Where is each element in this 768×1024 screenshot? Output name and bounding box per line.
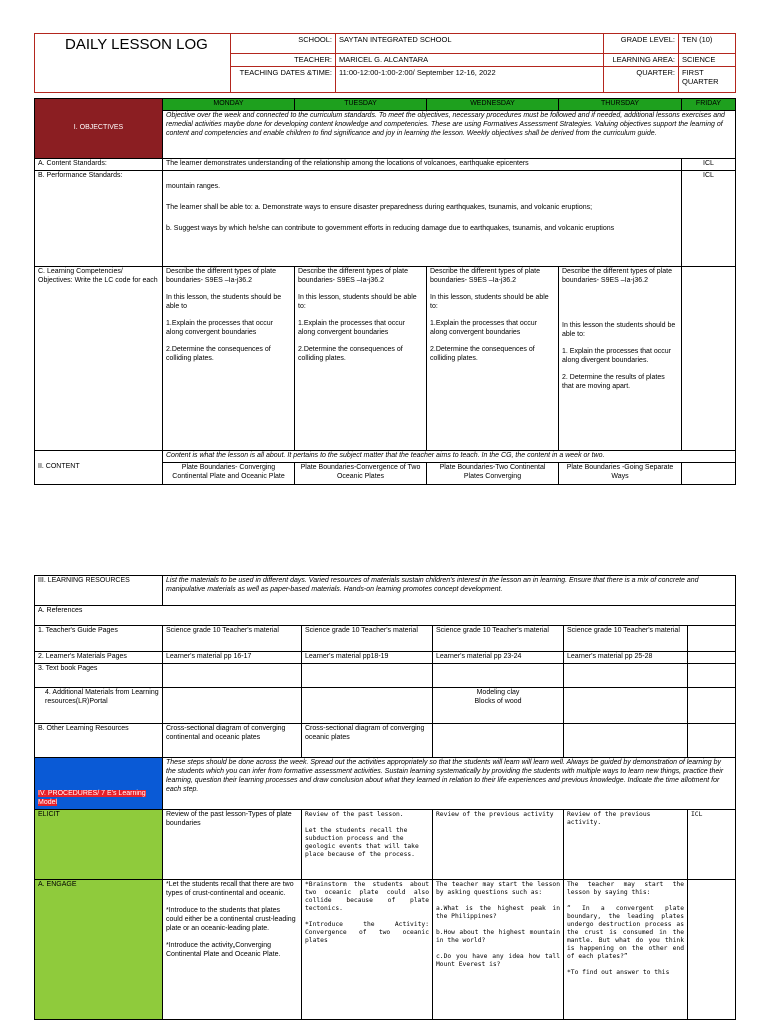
competencies-label: C. Learning Competencies/ Objectives: Write the LC code for each [35, 266, 163, 450]
content-standards-text: The learner demonstrates understanding of the relationship among the locations of volcanoes, earthquake epicenters [163, 158, 682, 170]
day-tuesday: TUESDAY [295, 99, 427, 111]
objectives-note: Objective over the week and connected to the curriculum standards. To meet the objectives, necessary procedures must be followed and if needed, additional lessons exercises and remedial activities maybe done for developing content knowledge and competencies. These are using Formatives Assessment Strategies. Valuing objectives support the learning of content and competencies and enable children to find significance and joy in learning the lesson. Weekly objectives shall be derived from the curriculum guide. [163, 110, 736, 158]
learners-materials-thursday: Learner's material pp 25-28 [564, 652, 688, 664]
resources-note: List the materials to be used in different days. Varied resources of materials sustain children's interest in the lesson an in learning. Ensure that there is a mix of concrete and manipulative materials as well as paper-based materials. Hands-on learning promotes concept development. [163, 576, 736, 606]
teachers-guide-label: 1. Teacher's Guide Pages [35, 626, 163, 652]
learners-materials-monday: Learner's material pp 16-17 [163, 652, 302, 664]
elicit-friday: ICL [688, 809, 736, 879]
grade-label: GRADE LEVEL: [604, 34, 679, 54]
competencies-monday: Describe the different types of plate boundaries- S9ES –Ia-j36.2 In this lesson, the students should be able to 1.Explain the processes that occur along convergent boundaries 2.Determine the consequences of colliding plates. [163, 266, 295, 450]
school-value: SAYTAN INTEGRATED SCHOOL [336, 34, 604, 54]
other-resources-tuesday: Cross-sectional diagram of converging oceanic plates [302, 723, 433, 757]
procedures-label: IV. PROCEDURES/ 7 E's Learning Model [35, 757, 163, 809]
competencies-thursday: Describe the different types of plate boundaries- S9ES –Ia-j36.2 In this lesson the students should be able to: 1. Explain the processes that occur along divergent boundaries. 2. Determine the results of plates that are moving apart. [559, 266, 682, 450]
day-wednesday: WEDNESDAY [427, 99, 559, 111]
content-wednesday: Plate Boundaries-Two Continental Plates Converging [427, 462, 559, 484]
school-label: SCHOOL: [231, 34, 336, 54]
references-label: A. References [35, 606, 736, 626]
day-friday: FRIDAY [682, 99, 736, 111]
textbook-label: 3. Text book Pages [35, 663, 163, 687]
objectives-label: I. OBJECTIVES [35, 99, 163, 159]
additional-materials-label: 4. Additional Materials from Learning resources(LR)Portal [35, 687, 163, 723]
teachers-guide-thursday: Science grade 10 Teacher's material [564, 626, 688, 652]
learners-materials-wednesday: Learner's material pp 23-24 [433, 652, 564, 664]
performance-standards-p3: b. Suggest ways by which he/she can contribute to government efforts in reducing damage due to earthquakes, tsunamis, and volcanic eruptions [166, 224, 615, 232]
objectives-table [34, 98, 736, 485]
other-resources-monday: Cross-sectional diagram of converging continental and oceanic plates [163, 723, 302, 757]
engage-monday: *Let the students recall that there are two types of crust-continental and oceanic. *Introduce to the students that plates could either be a continental crust-leading plate or an oceanic-leading plate. *Introduce the activity„Converging Continental Plate and Oceanic Plate. [163, 879, 302, 1019]
content-standards-label: A. Content Standards: [35, 158, 163, 170]
quarter-value: FIRST QUARTER [679, 66, 736, 92]
area-value: SCIENCE [679, 54, 736, 67]
page-title: DAILY LESSON LOG [65, 36, 208, 53]
elicit-thursday: Review of the previous activity. [564, 809, 688, 879]
resources-label: III. LEARNING RESOURCES [35, 576, 163, 606]
performance-standards-label: B. Performance Standards: [35, 170, 163, 266]
content-standards-friday: ICL [682, 158, 736, 170]
content-tuesday: Plate Boundaries-Convergence of Two Oceanic Plates [295, 462, 427, 484]
elicit-monday: Review of the past lesson-Types of plate boundaries [163, 809, 302, 879]
other-resources-label: B. Other Learning Resources [35, 723, 163, 757]
competencies-wednesday: Describe the different types of plate boundaries- S9ES –Ia-j36.2 In this lesson, students should be able to: 1.Explain the processes that occur along convergent boundaries 2.Determine the consequences of colliding plates. [427, 266, 559, 450]
day-thursday: THURSDAY [559, 99, 682, 111]
procedures-note: These steps should be done across the week. Spread out the activities appropriately so that the students will learn will learn well. Always be guided by demonstration of learning by the students which you can infer from formative assessment activities. Sustain learning systematically by providing the students with multiple ways to learn new things, practice their learning, question their learning processes and draw conclusion about what they learned in relation to their life experiences and previous knowledge. Indicate the time allotment for each step. [163, 757, 736, 809]
teachers-guide-wednesday: Science grade 10 Teacher's material [433, 626, 564, 652]
quarter-label: QUARTER: [604, 66, 679, 92]
engage-label: A. ENGAGE [35, 879, 163, 1019]
learners-materials-label: 2. Learner's Materials Pages [35, 652, 163, 664]
content-thursday: Plate Boundaries -Going Separate Ways [559, 462, 682, 484]
engage-tuesday: *Brainstorm the students about two oceanic plate could also collide because of plate tectonics. *Introduce the Activity: Convergence of two oceanic plates [302, 879, 433, 1019]
header-table [34, 33, 736, 93]
competencies-tuesday: Describe the different types of plate boundaries- S9ES –Ia-j36.2 In this lesson, students should be able to: 1.Explain the processes that occur along convergent boundaries 2.Determine the consequences of colliding plates. [295, 266, 427, 450]
teacher-value: MARICEL G. ALCANTARA [336, 54, 604, 67]
performance-standards-p2: The learner shall be able to: a. Demonstrate ways to ensure disaster preparedness during earthquakes, tsunamis, and volcanic eruptions; [166, 203, 593, 211]
dates-value: 11:00-12:00-1:00-2:00/ September 12-16, 2022 [336, 66, 604, 92]
engage-thursday: The teacher may start the lesson by saying this: “ In a convergent plate boundary, the leading plates undergo destruction process as the crust is consumed in the mantle. But what do you think is happening on the other end of each plates?” *To find out answer to this [564, 879, 688, 1019]
elicit-tuesday: Review of the past lesson. Let the students recall the subduction process and the geologic events that will take place because of the process. [302, 809, 433, 879]
area-label: LEARNING AREA: [604, 54, 679, 67]
elicit-label: ELICIT [35, 809, 163, 879]
dates-label: TEACHING DATES &TIME: [231, 66, 336, 92]
resources-table [34, 575, 736, 1020]
performance-standards-friday: ICL [682, 170, 736, 266]
content-note: Content is what the lesson is all about. It pertains to the subject matter that the teacher aims to teach. In the CG, the content in a week or two. [163, 450, 736, 462]
content-monday: Plate Boundaries- Converging Continental Plate and Oceanic Plate [163, 462, 295, 484]
performance-standards-p1: mountain ranges. [166, 182, 221, 190]
learners-materials-tuesday: Learner's material pp18-19 [302, 652, 433, 664]
teacher-label: TEACHER: [231, 54, 336, 67]
elicit-wednesday: Review of the previous activity [433, 809, 564, 879]
additional-materials-wednesday: Modeling clay Blocks of wood [433, 687, 564, 723]
day-monday: MONDAY [163, 99, 295, 111]
content-label: II. CONTENT [35, 450, 163, 484]
grade-value: TEN (10) [679, 34, 736, 54]
teachers-guide-monday: Science grade 10 Teacher's material [163, 626, 302, 652]
teachers-guide-tuesday: Science grade 10 Teacher's material [302, 626, 433, 652]
engage-wednesday: The teacher may start the lesson by asking questions such as: a.What is the highest peak in the Philippines? b.How about the highest mountain in the world? c.Do you have any idea how tall Mount Everest is? [433, 879, 564, 1019]
